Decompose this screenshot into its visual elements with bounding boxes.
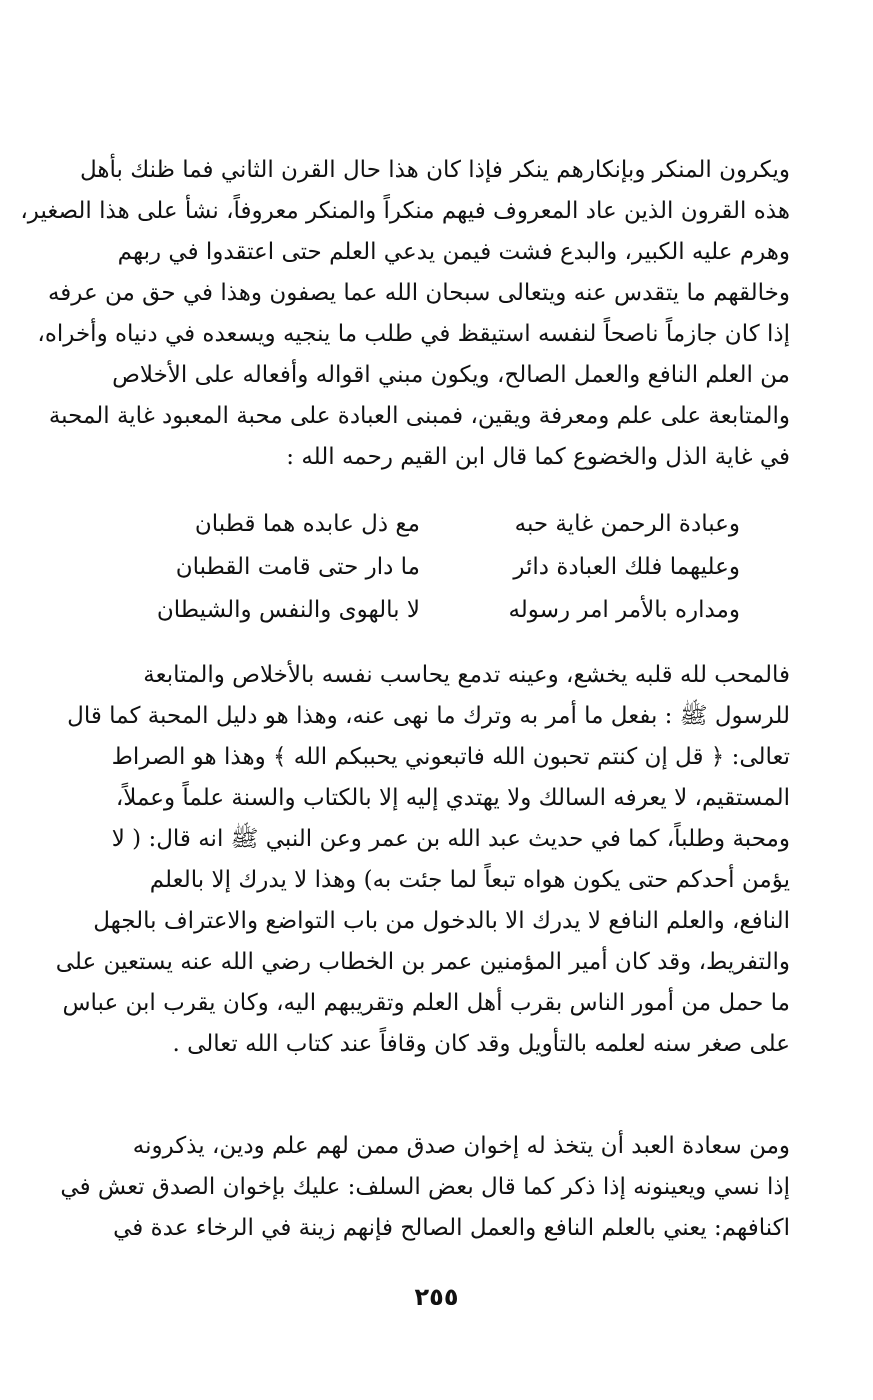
paragraph-line: للرسول ﷺ : بفعل ما أمر به وترك ما نهى عنه، وهذا هو دليل المحبة كما قال — [67, 703, 790, 729]
paragraph-line: النافع، والعلم النافع لا يدرك الا بالدخول من باب التواضع والاعتراف بالجهل — [93, 908, 790, 934]
paragraph-line: وخالقهم ما يتقدس عنه ويتعالى سبحان الله عما يصفون وهذا في حق من عرفه — [47, 280, 790, 306]
paragraph-line: اكنافهم: يعني بالعلم النافع والعمل الصالح فإنهم زينة في الرخاء عدة في — [113, 1215, 790, 1241]
paragraph-line: ما حمل من أمور الناس بقرب أهل العلم وتقريبهم اليه، وكان يقرب ابن عباس — [62, 990, 790, 1016]
page-number: ٢٥٥ — [414, 1283, 459, 1311]
verse-first-hemistich: ومداره بالأمر امر رسوله — [508, 597, 740, 623]
paragraph-line: تعالى: ﴿ قل إن كنتم تحبون الله فاتبعوني يحببكم الله ﴾ وهذا هو الصراط — [111, 744, 790, 770]
paragraph-line: على صغر سنه لعلمه بالتأويل وقد كان وقافاً عند كتاب الله تعالى . — [172, 1031, 790, 1057]
paragraph-line: من العلم النافع والعمل الصالح، ويكون مبني اقواله وأفعاله على الأخلاص — [112, 362, 790, 388]
poem — [150, 503, 740, 632]
poem-verse — [150, 546, 740, 589]
verse-second-hemistich: ما دار حتى قامت القطبان — [175, 554, 420, 580]
paragraph-line: ومحبة وطلباً، كما في حديث عبد الله بن عمر وعن النبي ﷺ انه قال: ( لا — [111, 826, 790, 852]
verse-second-hemistich: مع ذل عابده هما قطبان — [194, 511, 420, 537]
paragraph-3 — [60, 1126, 790, 1249]
verse-first-hemistich: وعبادة الرحمن غاية حبه — [514, 511, 740, 537]
paragraph-line: ويكرون المنكر وبإنكارهم ينكر فإذا كان هذا حال القرن الثاني فما ظنك بأهل — [80, 157, 790, 183]
verse-first-hemistich: وعليهما فلك العبادة دائر — [513, 554, 740, 580]
paragraph-line: والمتابعة على علم ومعرفة ويقين، فمبنى العبادة على محبة المعبود غاية المحبة — [48, 403, 790, 429]
poem-verse — [150, 503, 740, 546]
paragraph-line: والتفريط، وقد كان أمير المؤمنين عمر بن الخطاب رضي الله عنه يستعين على — [55, 949, 790, 975]
paragraph-line: يؤمن أحدكم حتى يكون هواه تبعاً لما جئت به) وهذا لا يدرك إلا بالعلم — [149, 867, 790, 893]
paragraph-line: هذه القرون الذين عاد المعروف فيهم منكراً والمنكر معروفاً، نشأ على هذا الصغير، — [20, 198, 790, 224]
paragraph-line: إذا كان جازماً ناصحاً لنفسه استيقظ في طلب ما ينجيه ويسعده في دنياه وأخراه، — [37, 321, 790, 347]
paragraph-line: المستقيم، لا يعرفه السالك ولا يهتدي إليه إلا بالكتاب والسنة علماً وعملاً، — [115, 785, 790, 811]
paragraph-2 — [55, 655, 790, 1065]
paragraph-line: في غاية الذل والخضوع كما قال ابن القيم رحمه الله : — [286, 444, 790, 470]
poem-verse — [150, 589, 740, 632]
paragraph-line: إذا نسي ويعينونه إذا ذكر كما قال بعض السلف: عليك بإخوان الصدق تعش في — [60, 1174, 790, 1200]
paragraph-line: فالمحب لله قلبه يخشع، وعينه تدمع يحاسب نفسه بالأخلاص والمتابعة — [143, 662, 790, 688]
paragraph-line: ومن سعادة العبد أن يتخذ له إخوان صدق ممن لهم علم ودين، يذكرونه — [132, 1133, 790, 1159]
paragraph-1 — [20, 150, 790, 478]
verse-second-hemistich: لا بالهوى والنفس والشيطان — [156, 597, 420, 623]
paragraph-line: وهرم عليه الكبير، والبدع فشت فيمن يدعي العلم حتى اعتقدوا في ربهم — [117, 239, 790, 265]
